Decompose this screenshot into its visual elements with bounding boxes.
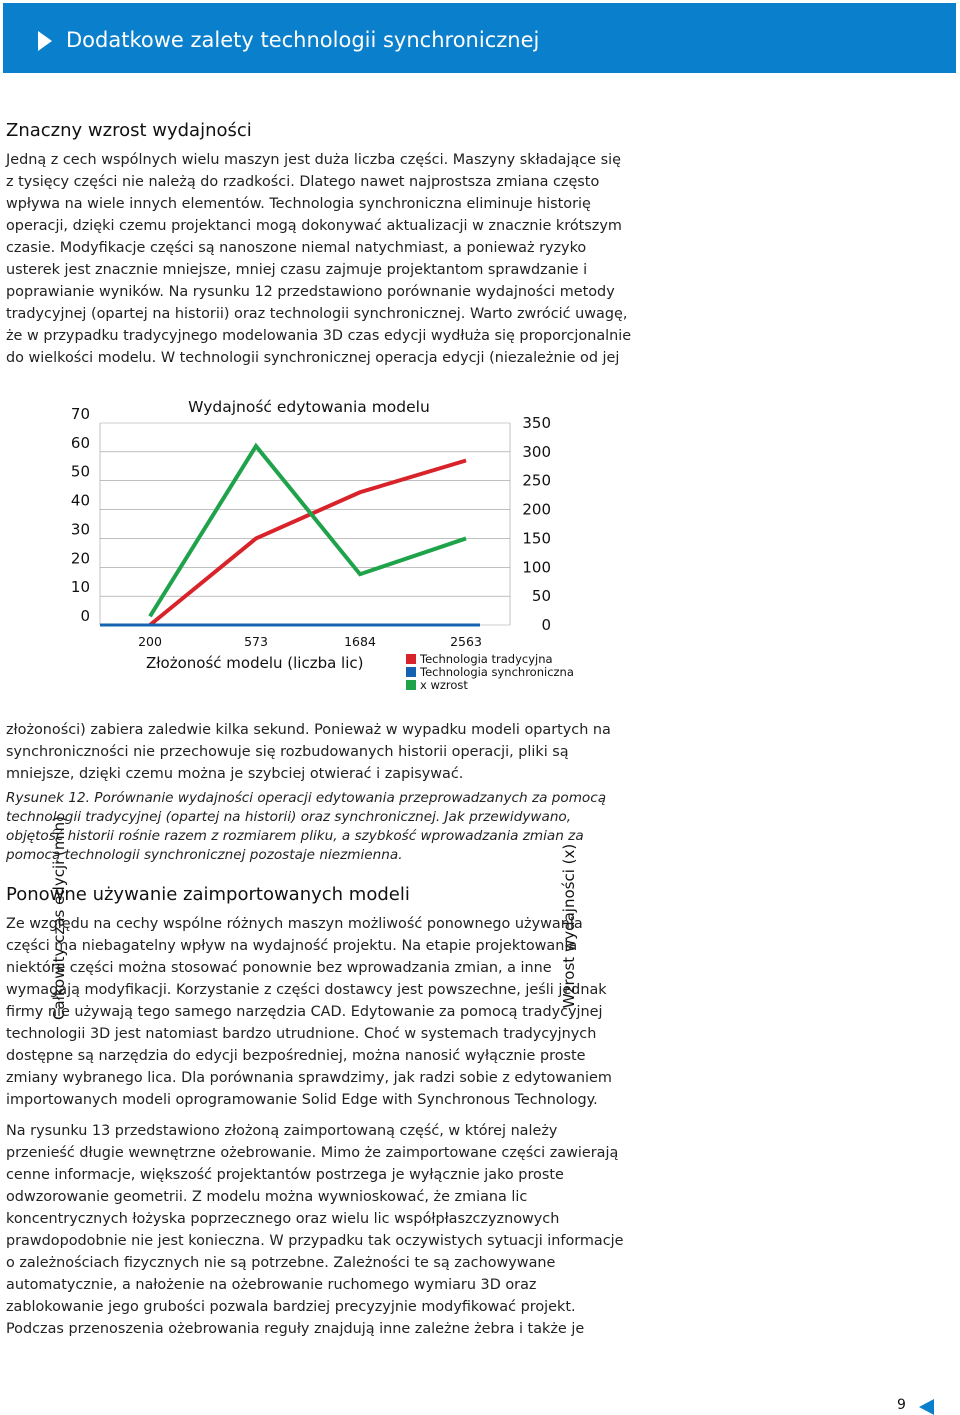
previous-page-arrow-icon[interactable]: [919, 1399, 934, 1415]
text-line: Podczas przenoszenia ożebrowania reguły znajdują inne zależne żebra i także je: [6, 1321, 585, 1337]
paragraph-performance-intro: [6, 149, 646, 369]
text-line: synchroniczności nie przechowuje się rozbudowanych historii operacji, pliki są: [6, 744, 569, 760]
section-heading-performance: Znaczny wzrost wydajności: [6, 120, 252, 141]
y-right-tick-label: 100: [522, 558, 551, 577]
text-line: że w przypadku tradycyjnego modelowania 3D czas edycji wydłuża się proporcjonalnie: [6, 328, 632, 344]
text-line: wymagają modyfikacji. Korzystanie z części dostawcy jest powszechne, jeśli jednak: [6, 982, 607, 998]
legend-label: x wzrost: [420, 678, 468, 692]
y-right-tick-label: 150: [522, 529, 551, 548]
text-line: niektóre części można stosować ponownie bez wprowadzania zmian, a inne: [6, 960, 552, 976]
chart-series: [100, 446, 480, 625]
text-line: automatycznie, a nałożenie na ożebrowanie ruchomego wymiaru 3D oraz: [6, 1277, 537, 1293]
y-left-tick-label: 0: [80, 607, 90, 625]
text-line: objętość historii rośnie razem z rozmiarem pliku, a szybkość wprowadzania zmian za: [6, 828, 584, 844]
y-left-tick-label: 40: [70, 491, 90, 510]
text-line: złożoności) zabiera zaledwie kilka sekund. Ponieważ w wypadku modeli opartych na: [6, 722, 611, 738]
text-line: odwzorowanie geometrii. Z modelu można wywnioskować, że zmiana lic: [6, 1189, 528, 1205]
text-line: operacji, dzięki czemu projektanci mogą dokonywać aktualizacji w znacznie krótszym: [6, 218, 622, 234]
text-line: do wielkości modelu. W technologii synchronicznej operacja edycji (niezależnie od jej: [6, 350, 620, 366]
y-left-tick-label: 70: [70, 405, 90, 423]
banner-title: Dodatkowe zalety technologii synchronicznej: [66, 28, 540, 52]
legend-label: Technologia tradycyjna: [420, 652, 553, 666]
y-left-tick-label: 20: [70, 549, 90, 568]
y-right-tick-label: 200: [522, 500, 551, 519]
text-line: technologii tradycyjnej (opartej na historii) oraz synchronicznej. Jak przewidywano,: [6, 809, 572, 825]
paragraph-reuse-1: [6, 913, 646, 1111]
text-line: Rysunek 12. Porównanie wydajności operacji edytowania przeprowadzanych za pomocą: [6, 790, 607, 806]
x-tick-label: 200: [138, 634, 162, 649]
legend-label: Technologia synchroniczna: [420, 665, 574, 679]
text-line: zmiany wybranego lica. Dla porównania sprawdzimy, jak radzi sobie z edytowaniem: [6, 1070, 612, 1086]
series-line-2: [150, 446, 466, 616]
text-line: Na rysunku 13 przedstawiono złożoną zaimportowaną część, w której należy: [6, 1123, 558, 1139]
left-axis-ticks: [71, 405, 90, 625]
text-line: przenieść długie wewnętrzne ożebrowanie. Mimo że zaimportowane części zawierają: [6, 1145, 619, 1161]
y-right-tick-label: 50: [531, 587, 551, 606]
y-right-tick-label: 300: [522, 442, 551, 461]
y-left-tick-label: 10: [70, 578, 90, 597]
x-tick-label: 1684: [344, 634, 376, 649]
y-left-tick-label: 60: [70, 433, 90, 452]
text-line: części ma niebagatelny wpływ na wydajność projektu. Na etapie projektowania: [6, 938, 578, 954]
section-heading-reuse: Ponowne używanie zaimportowanych modeli: [6, 884, 410, 905]
text-line: mniejsze, dzięki czemu można je szybciej otwierać i zapisywać.: [6, 766, 464, 782]
y-right-tick-label: 0: [541, 616, 551, 634]
y-left-tick-label: 30: [70, 520, 90, 539]
text-line: pomocą technologii synchronicznej pozostaje niezmienna.: [6, 847, 403, 863]
text-line: usterek jest znacznie mniejsze, mniej czasu zajmuje projektantom sprawdzanie i: [6, 262, 588, 278]
page-number: 9: [897, 1397, 906, 1413]
text-line: koncentrycznych łożyska poprzecznego oraz wielu lic współpłaszczyznowych: [6, 1211, 560, 1227]
text-line: prawdopodobnie nie jest konieczna. W przypadku tak oczywistych sytuacji informacje: [6, 1233, 624, 1249]
text-line: tradycyjnej (opartej na historii) oraz technologii synchronicznej. Warto zwrócić uwagę,: [6, 306, 628, 322]
text-line: zablokowanie jego grubości pozwala bardziej precyzyjnie modyfikować projekt.: [6, 1299, 576, 1315]
text-line: o zależnościach fizycznych nie są potrzebne. Zależności te są zachowywane: [6, 1255, 556, 1271]
x-axis-label: Złożoność modelu (liczba lic): [146, 654, 364, 672]
legend-swatch: [406, 680, 416, 690]
y-axis-right-label: Wzrost wydajności (x): [560, 843, 578, 1009]
x-axis-ticks: [138, 634, 482, 649]
x-tick-label: 2563: [450, 634, 482, 649]
right-axis-ticks: [522, 414, 551, 634]
x-tick-label: 573: [244, 634, 268, 649]
text-line: czasie. Modyfikacje części są nanoszone niemal natychmiast, a ponieważ ryzyko: [6, 240, 587, 256]
text-line: dostępne są narzędzia do edycji bezpośredniej, można nanosić wyłącznie proste: [6, 1048, 586, 1064]
section-banner: [3, 3, 956, 73]
text-line: firmy nie używają tego samego narzędzia CAD. Edytowanie za pomocą tradycyjnej: [6, 1004, 603, 1020]
paragraph-performance-cont: [6, 719, 646, 785]
y-axis-left-label: Całkowity czas edycji (min): [50, 815, 68, 1021]
text-line: z tysięcy części nie należą do rzadkości. Dlatego nawet najprostsza zmiana często: [6, 174, 600, 190]
text-line: importowanych modeli oprogramowanie Solid Edge with Synchronous Technology.: [6, 1092, 598, 1108]
chart-title: Wydajność edytowania modelu: [188, 398, 430, 416]
text-line: technologii 3D jest natomiast bardzo utrudnione. Choć w systemach tradycyjnych: [6, 1026, 597, 1042]
text-line: poprawianie wyników. Na rysunku 12 przedstawiono porównanie wydajności metody: [6, 284, 615, 300]
text-line: Jedną z cech wspólnych wielu maszyn jest duża liczba części. Maszyny składające się: [6, 152, 621, 168]
chart-legend: [406, 652, 574, 692]
legend-swatch: [406, 654, 416, 664]
y-right-tick-label: 250: [522, 471, 551, 490]
y-left-tick-label: 50: [70, 462, 90, 481]
legend-swatch: [406, 667, 416, 677]
play-arrow-icon: [38, 31, 52, 51]
y-right-tick-label: 350: [522, 414, 551, 432]
paragraph-reuse-2: [6, 1120, 646, 1340]
text-line: wpływa na wiele innych elementów. Technologia synchroniczna eliminuje historię: [6, 196, 591, 212]
text-line: cenne informacje, większość projektantów postrzega je wyłącznie jako proste: [6, 1167, 564, 1183]
figure-12-caption: [6, 789, 646, 865]
text-line: Ze względu na cechy wspólne różnych maszyn możliwość ponownego używania: [6, 916, 583, 932]
